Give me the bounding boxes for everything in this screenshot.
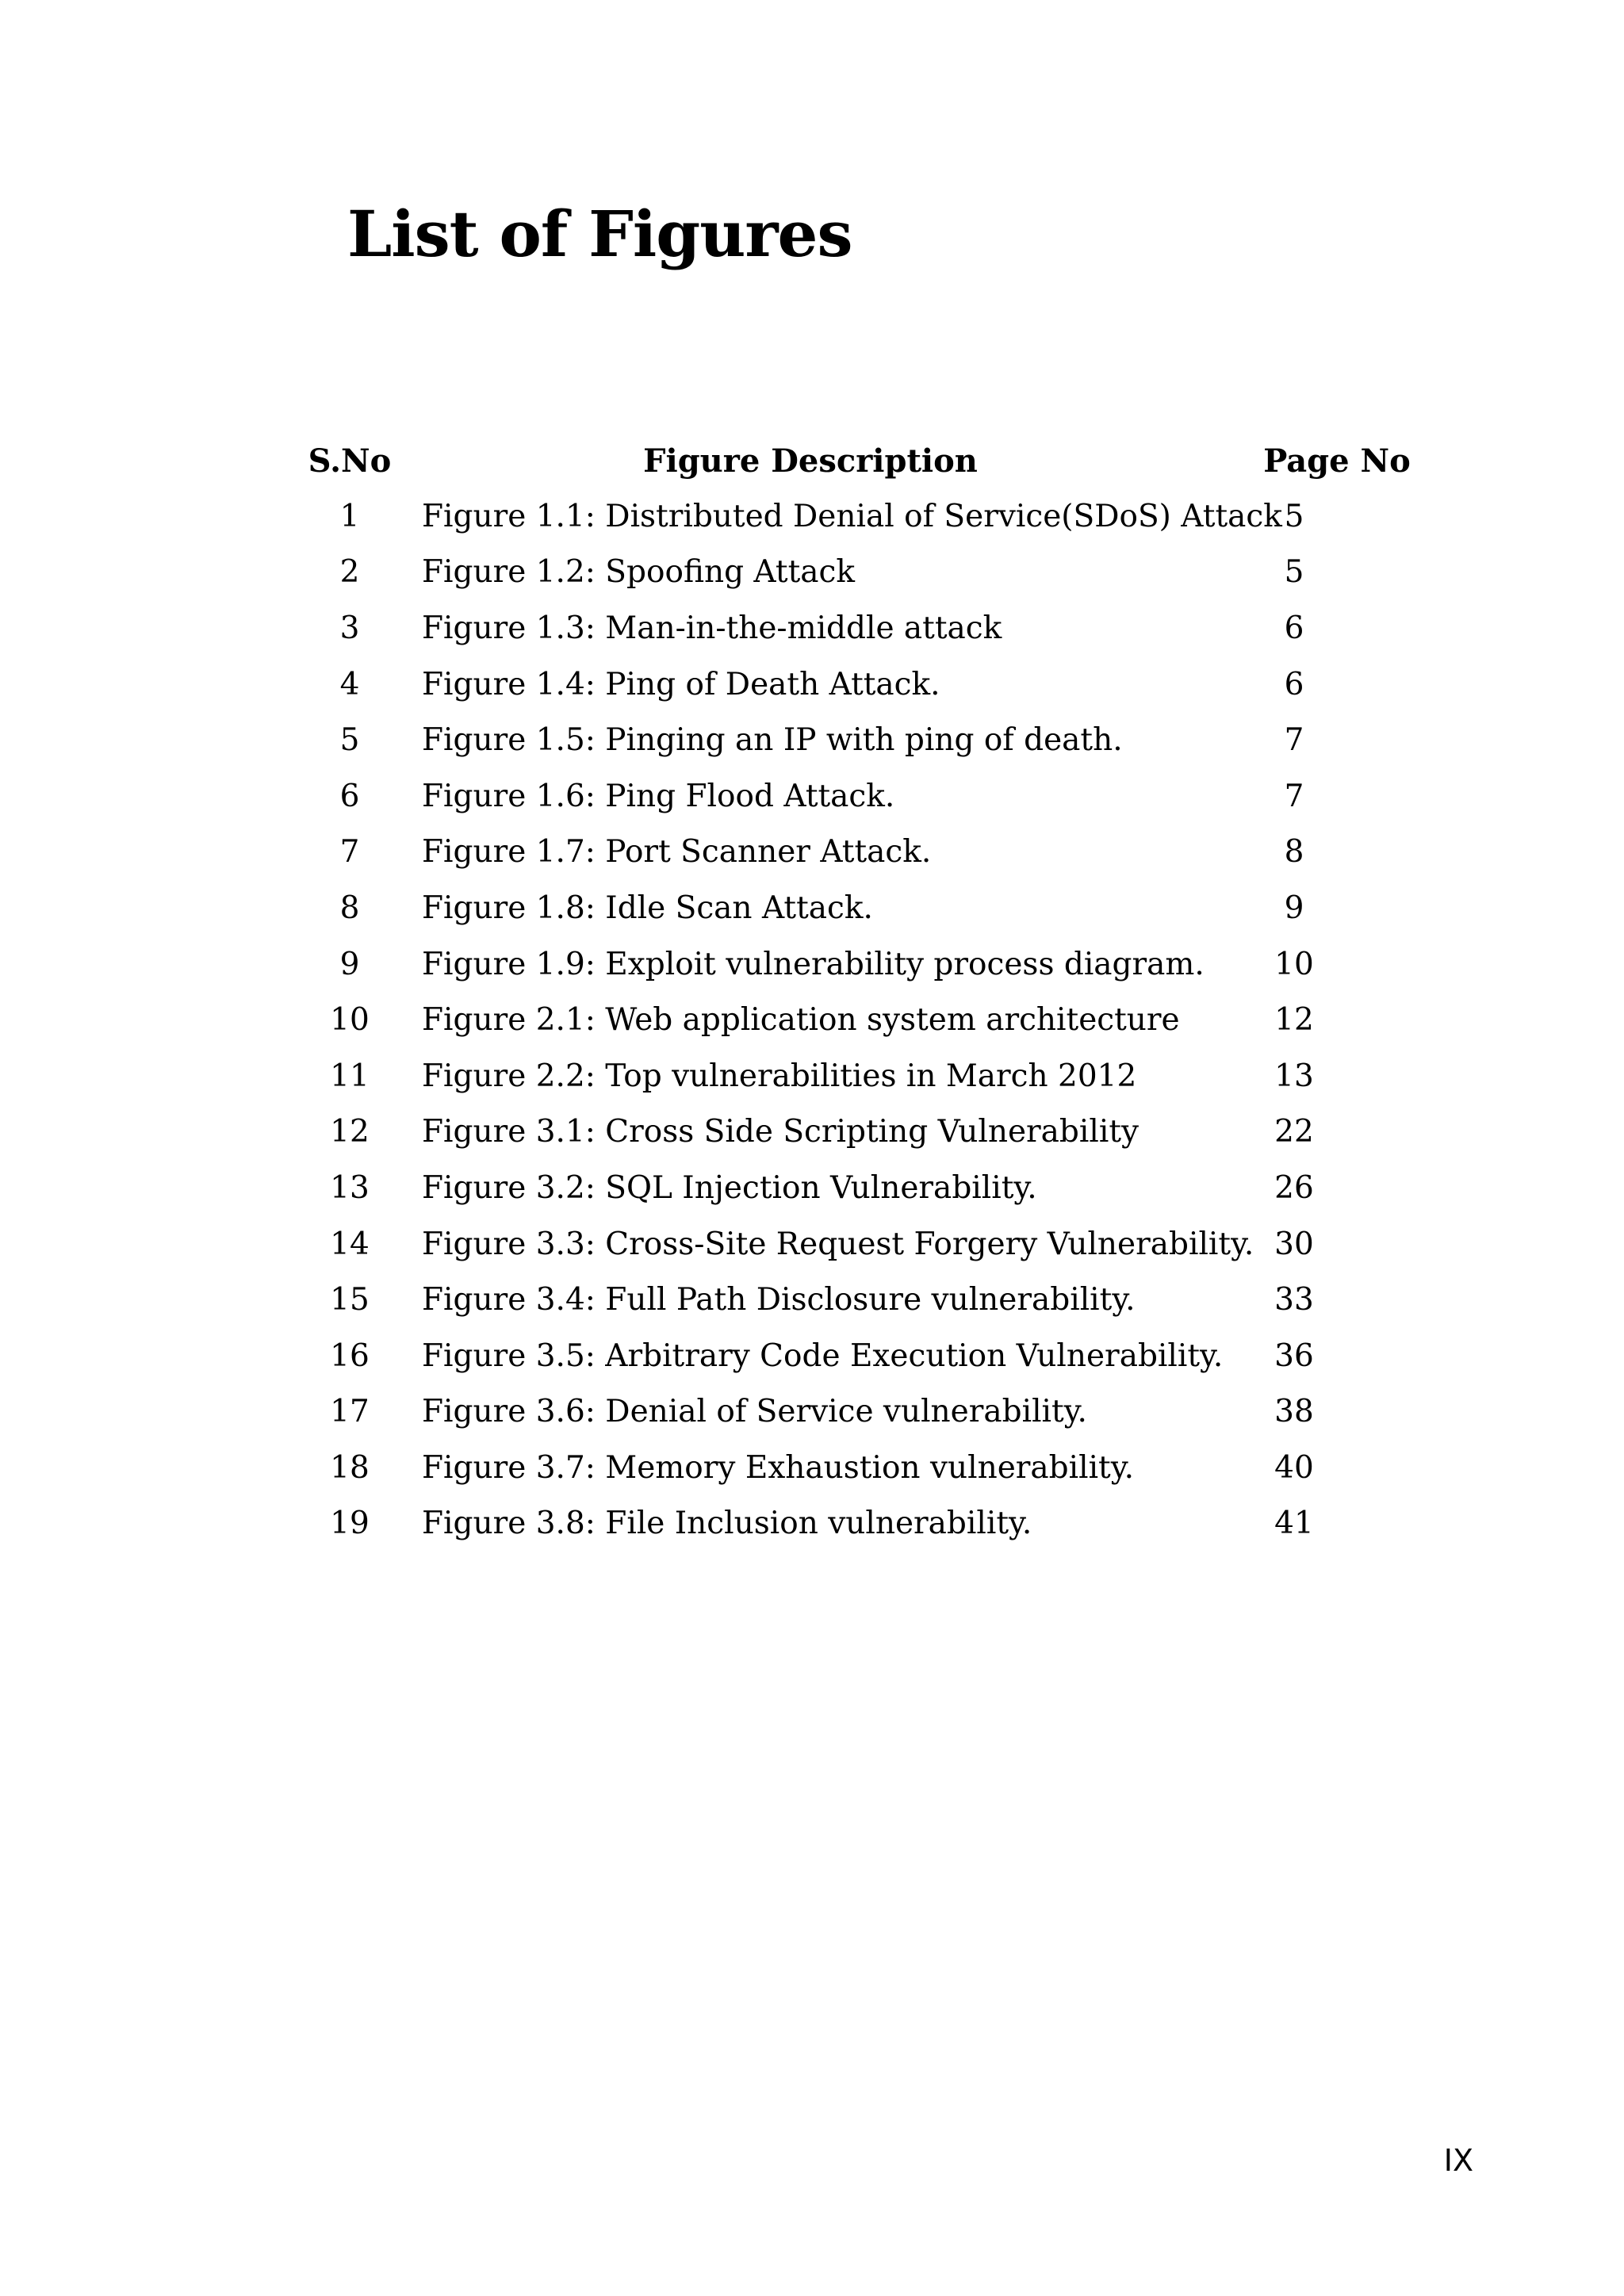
row-page-no: 6 <box>1284 610 1304 646</box>
row-sno: 2 <box>339 554 360 591</box>
table-row <box>293 1496 1459 1552</box>
page-number: IX <box>1443 2143 1473 2178</box>
row-sno: 15 <box>330 1282 370 1318</box>
row-sno: 17 <box>330 1394 370 1430</box>
table-row <box>293 712 1459 768</box>
row-sno: 14 <box>330 1226 370 1262</box>
row-page-no: 30 <box>1274 1226 1314 1262</box>
row-sno: 19 <box>330 1506 370 1542</box>
row-page-no: 26 <box>1274 1169 1314 1206</box>
row-description: Figure 1.2: Spoofing Attack <box>422 554 855 591</box>
row-page-no: 40 <box>1274 1449 1314 1486</box>
row-page-no: 10 <box>1274 946 1314 982</box>
row-page-no: 38 <box>1274 1394 1314 1430</box>
row-sno: 13 <box>330 1169 370 1206</box>
row-sno: 5 <box>339 722 360 759</box>
row-sno: 18 <box>330 1449 370 1486</box>
row-sno: 6 <box>339 778 360 814</box>
table-header-row <box>293 433 1459 488</box>
table-body <box>293 488 1459 1552</box>
row-description: Figure 1.5: Pinging an IP with ping of death. <box>422 722 1123 759</box>
row-description: Figure 1.4: Ping of Death Attack. <box>422 666 940 702</box>
row-description: Figure 3.8: File Inclusion vulnerability. <box>422 1506 1032 1542</box>
row-page-no: 33 <box>1274 1282 1314 1318</box>
row-description: Figure 1.3: Man-in-the-middle attack <box>422 610 1002 646</box>
row-description: Figure 1.1: Distributed Denial of Service(SDoS) Attack <box>422 498 1282 534</box>
header-description: Figure Description <box>643 442 978 480</box>
table-row <box>293 656 1459 713</box>
row-description: Figure 3.1: Cross Side Scripting Vulnerability <box>422 1114 1139 1150</box>
row-page-no: 9 <box>1284 890 1304 926</box>
row-description: Figure 3.3: Cross-Site Request Forgery Vulnerability. <box>422 1226 1254 1262</box>
table-row <box>293 545 1459 601</box>
row-description: Figure 3.6: Denial of Service vulnerability. <box>422 1394 1087 1430</box>
table-row <box>293 768 1459 825</box>
table-row <box>293 488 1459 545</box>
row-page-no: 22 <box>1274 1114 1314 1150</box>
row-sno: 1 <box>339 498 360 534</box>
row-page-no: 7 <box>1284 778 1304 814</box>
row-page-no: 36 <box>1274 1337 1314 1374</box>
row-page-no: 41 <box>1274 1506 1314 1542</box>
row-sno: 3 <box>339 610 360 646</box>
header-page-no: Page No <box>1263 442 1411 480</box>
table-row <box>293 1384 1459 1441</box>
row-page-no: 8 <box>1284 834 1304 871</box>
table-row <box>293 1272 1459 1328</box>
row-description: Figure 3.5: Arbitrary Code Execution Vulnerability. <box>422 1337 1224 1374</box>
row-sno: 7 <box>339 834 360 871</box>
page-title: List of Figures <box>347 197 852 271</box>
table-row <box>293 1328 1459 1384</box>
row-page-no: 7 <box>1284 722 1304 759</box>
row-description: Figure 1.9: Exploit vulnerability process diagram. <box>422 946 1205 982</box>
table-row <box>293 1048 1459 1104</box>
row-sno: 10 <box>330 1002 370 1039</box>
figures-table <box>293 433 1459 1552</box>
table-row <box>293 1216 1459 1272</box>
row-description: Figure 2.2: Top vulnerabilities in March 2012 <box>422 1058 1137 1094</box>
row-description: Figure 3.7: Memory Exhaustion vulnerability. <box>422 1449 1134 1486</box>
row-description: Figure 1.7: Port Scanner Attack. <box>422 834 932 871</box>
header-sno: S.No <box>308 442 392 480</box>
row-sno: 4 <box>339 666 360 702</box>
row-sno: 8 <box>339 890 360 926</box>
row-page-no: 6 <box>1284 666 1304 702</box>
row-sno: 9 <box>339 946 360 982</box>
row-page-no: 12 <box>1274 1002 1314 1039</box>
row-sno: 16 <box>330 1337 370 1374</box>
table-row <box>293 880 1459 936</box>
table-row <box>293 1104 1459 1161</box>
row-sno: 12 <box>330 1114 370 1150</box>
row-description: Figure 1.6: Ping Flood Attack. <box>422 778 895 814</box>
table-row <box>293 600 1459 656</box>
row-description: Figure 1.8: Idle Scan Attack. <box>422 890 873 926</box>
table-row <box>293 992 1459 1048</box>
table-row <box>293 1440 1459 1496</box>
row-description: Figure 3.2: SQL Injection Vulnerability. <box>422 1169 1037 1206</box>
row-description: Figure 2.1: Web application system architecture <box>422 1002 1180 1039</box>
table-row <box>293 936 1459 993</box>
row-sno: 11 <box>330 1058 370 1094</box>
row-page-no: 5 <box>1284 498 1304 534</box>
table-row <box>293 1160 1459 1216</box>
row-page-no: 13 <box>1274 1058 1314 1094</box>
table-row <box>293 825 1459 881</box>
row-description: Figure 3.4: Full Path Disclosure vulnerability. <box>422 1282 1136 1318</box>
row-page-no: 5 <box>1284 554 1304 591</box>
